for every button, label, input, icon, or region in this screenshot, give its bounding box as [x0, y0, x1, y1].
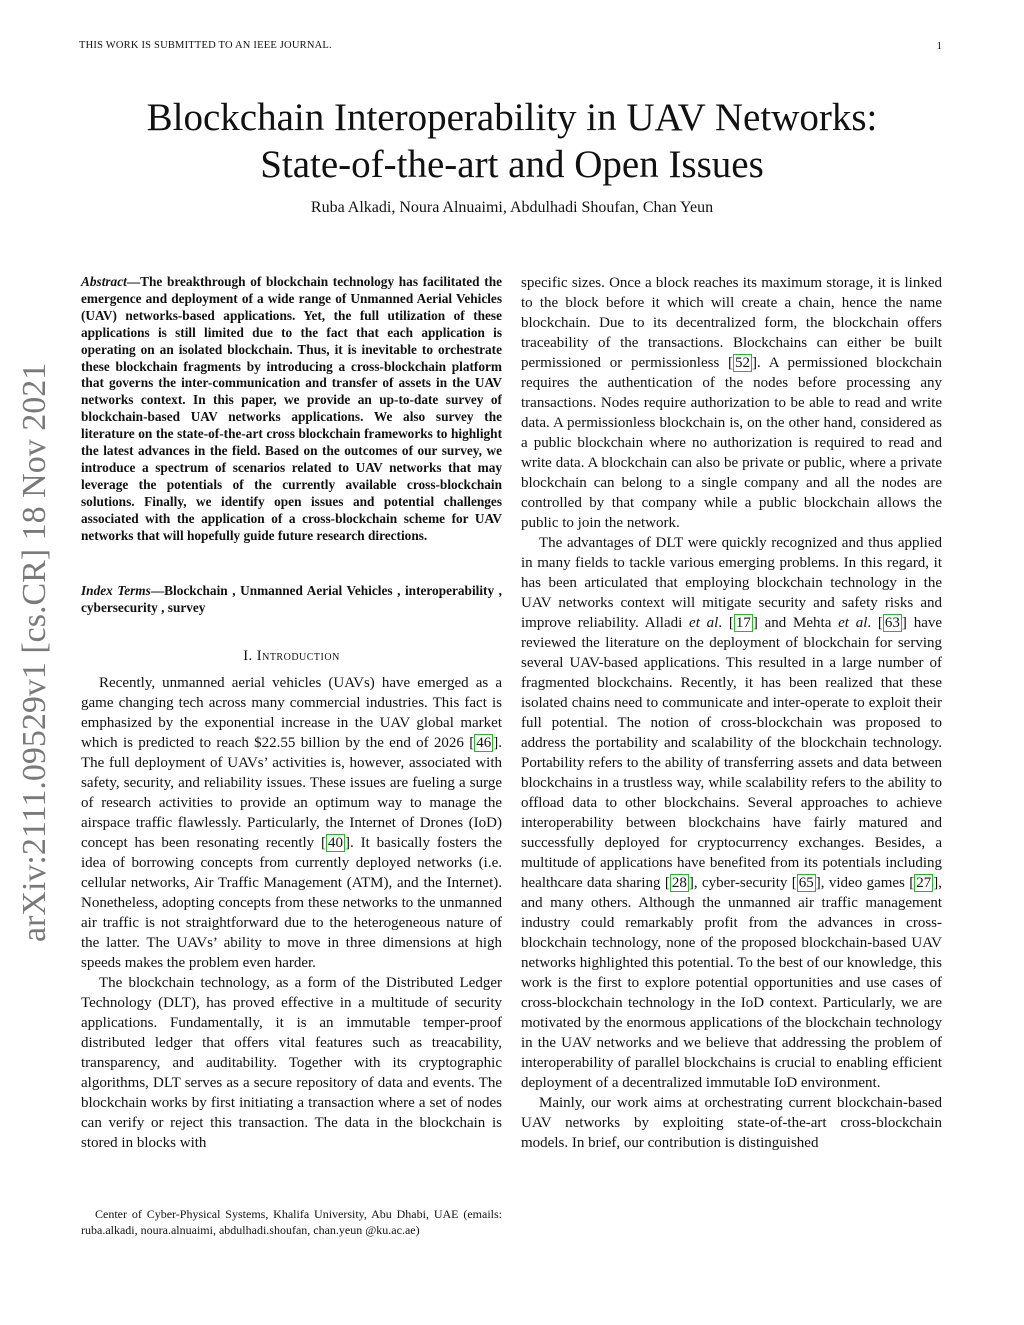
- citation-link[interactable]: [ 28 ]: [664, 875, 694, 891]
- running-head: THIS WORK IS SUBMITTED TO AN IEEE JOURNAL.: [79, 40, 332, 51]
- citation-link[interactable]: [ 65 ]: [791, 875, 821, 891]
- title-line-2: State-of-the-art and Open Issues: [260, 143, 764, 186]
- abstract: [81, 274, 502, 545]
- title-line-1: Blockchain Interoperability in UAV Networks:: [146, 96, 878, 139]
- index-terms: [81, 583, 502, 617]
- index-terms-text: Blockchain , Unmanned Aerial Vehicles , interoperability , cybersecurity , survey: [81, 583, 502, 615]
- paragraph-text: .: [867, 615, 878, 631]
- page-number: 1: [936, 40, 942, 52]
- right-paragraph-1: [521, 273, 942, 533]
- citation-link[interactable]: [ 17 ]: [728, 615, 758, 631]
- affiliation-footnote: [81, 1207, 502, 1238]
- index-terms-dash: —: [150, 583, 165, 598]
- intro-paragraph-2: The blockchain technology, as a form of the Distributed Ledger Technology (DLT), has proved effective in a multitude of security applications. Fundamentally, it is an immutable temper-proof distributed ledger that offers vital features such as treacability, transparency, and auditability. Together with its cryptographic algorithms, DLT serves as a secure repository of data and events. The blockchain works by first initiating a transaction where a set of nodes can verify or reject this transaction. The data in the blockchain is stored in blocks with: [81, 975, 502, 1151]
- paragraph-text: , and many others. Although the unmanned air traffic management industry could remarkably profit from the advances in cross-blockchain technology, none of the proposed blockchain-based UAV networks highlighted this potential. To the best of our knowledge, this work is the first to explore potential opportunities and use cases of cross-blockchain technology in the IoD context. Particularly, we are motivated by the enormous applications of the blockchain technology in the UAV networks and we believe that addressing the problem of interoperability of parallel blockchains is crucial to enabling efficient deployment of a decentralized immutable IoD environment.: [521, 875, 942, 1091]
- intro-paragraph-1: [81, 673, 502, 973]
- paragraph-text: .: [718, 615, 729, 631]
- citation-link[interactable]: [ 46 ]: [469, 735, 499, 751]
- et-al: et al: [838, 615, 868, 631]
- et-al: et al: [689, 615, 719, 631]
- paragraph-text: Recently, unmanned aerial vehicles (UAVs) have emerged as a game changing tech across many commercial industries. This fact is emphasized by the exponential increase in the UAV global market which is predicted to reach $22.55 billion by the end of 2026: [81, 675, 502, 751]
- paragraph-text: . It basically fosters the idea of borrowing concepts from currently deployed networks (i.e. cellular networks, Air Traffic Management (ATM), and the Internet). Nonetheless, adopting concepts from these networks to the unmanned air traffic is not straightforward due to the heterogeneous nature of the latter. The UAVs’ ability to move in three dimensions at high speeds makes the problem even harder.: [81, 835, 502, 971]
- paragraph-text: . The full deployment of UAVs’ activities is, however, associated with safety, security, and reliability issues. These issues are fueling a surge of research activities to provide an optimum way to manage the airspace traffic flawlessly. Particularly, the Internet of Drones (IoD) concept has been resonating recently: [81, 735, 502, 851]
- citation-link[interactable]: [ 52 ]: [728, 355, 758, 371]
- footnote-text: Center of Cyber-Physical Systems, Khalifa University, Abu Dhabi, UAE (emails: ruba.alkadi, noura.alnuaimi, abdulhadi.shoufan, chan.yeun @ku.ac.ae): [81, 1207, 502, 1237]
- paragraph-text: have reviewed the literature on the deployment of blockchain for serving several UAV-based applications. This resulted in a large number of fragmented blockchains. Recently, it has been realized that these isolated chains need to communicate and inter-operate to exploit their full potential. The notion of cross-blockchain was proposed to address the portability and scalability of the blockchain technology. Portability refers to the ability of transferring assets and data between blockchains in a trustless way, while scalability refers to the ability to offload data to other blockchains. Several approaches to achieve interoperability between blockchains have fairly matured and successfully deployed for cryptocurrency exchanges. Besides, a multitude of applications have benefited from its potentials including healthcare data sharing: [521, 615, 943, 891]
- paragraph-text: , cyber-security: [693, 875, 792, 891]
- abstract-text: The breakthrough of blockchain technology has facilitated the emergence and deployment of a wide range of Unmanned Aerial Vehicles (UAV) networks-based applications. Yet, the full utilization of these applications is still limited due to the fact that each application is operating on an isolated blockchain. Thus, it is inevitable to orchestrate these blockchain fragments by introducing a cross-blockchain platform that governs the inter-communication and transfer of assets in the UAV networks context. In this paper, we provide an up-to-date survey of blockchain-based UAV networks applications. We also survey the literature on the state-of-the-art cross blockchain frameworks to highlight the latest advances in the field. Based on the outcomes of our survey, we introduce a spectrum of scenarios related to UAV networks that may leverage the potentials of the currently available cross-blockchain solutions. Finally, we identify open issues and potential challenges associated with the application of a cross-blockchain scheme for UAV networks that will hopefully guide future research directions.: [81, 274, 502, 543]
- citation-link[interactable]: [ 63 ]: [877, 615, 907, 631]
- right-column-body: [521, 273, 942, 1153]
- index-terms-lead: Index Terms: [81, 583, 151, 598]
- arxiv-stamp: arXiv:2111.09529v1 [cs.CR] 18 Nov 2021: [16, 362, 53, 942]
- paper-title: [0, 94, 1024, 188]
- abstract-lead: Abstract: [81, 274, 127, 289]
- paragraph-text: and Mehta: [757, 615, 839, 631]
- paragraph-text: . A permissioned blockchain requires the authentication of the nodes before processing any transactions. Nodes require authorization to be able to read and write data. A permissionless blockchain is, on the other hand, considered as a public blockchain where no authorization is required to read and write data. A blockchain can also be private or public, where a private blockchain can belong to a single company and all the nodes are controlled by that company while a public blockchain allows the public to join the network.: [521, 355, 942, 531]
- abstract-dash: —: [126, 274, 141, 289]
- paragraph-text: , video games: [820, 875, 910, 891]
- paragraph-text: The advantages of DLT were quickly recognized and thus applied in many fields to tackle various emerging problems. In this regard, it has been articulated that employing blockchain technology in the UAV networks context will mitigate security and safety risks and improve reliability. Alladi: [521, 535, 942, 631]
- right-paragraph-3: Mainly, our work aims at orchestrating current blockchain-based UAV networks by exploiting state-of-the-art cross-blockchain models. In brief, our contribution is distinguished: [521, 1095, 942, 1151]
- left-column-body: [81, 673, 502, 1153]
- paragraph-text: specific sizes. Once a block reaches its maximum storage, it is linked to the block before it which will create a chain, hence the name blockchain. Due to its decentralized form, the blockchain offers traceability of the transactions. Blockchains can either be built permissioned or permissionless: [521, 275, 942, 371]
- citation-link[interactable]: [ 27 ]: [909, 875, 939, 891]
- author-list: Ruba Alkadi, Noura Alnuaimi, Abdulhadi Shoufan, Chan Yeun: [310, 199, 714, 216]
- section-heading-introduction: I. Introduction: [243, 648, 340, 664]
- right-paragraph-2: [521, 533, 942, 1093]
- citation-link[interactable]: [ 40 ]: [321, 835, 351, 851]
